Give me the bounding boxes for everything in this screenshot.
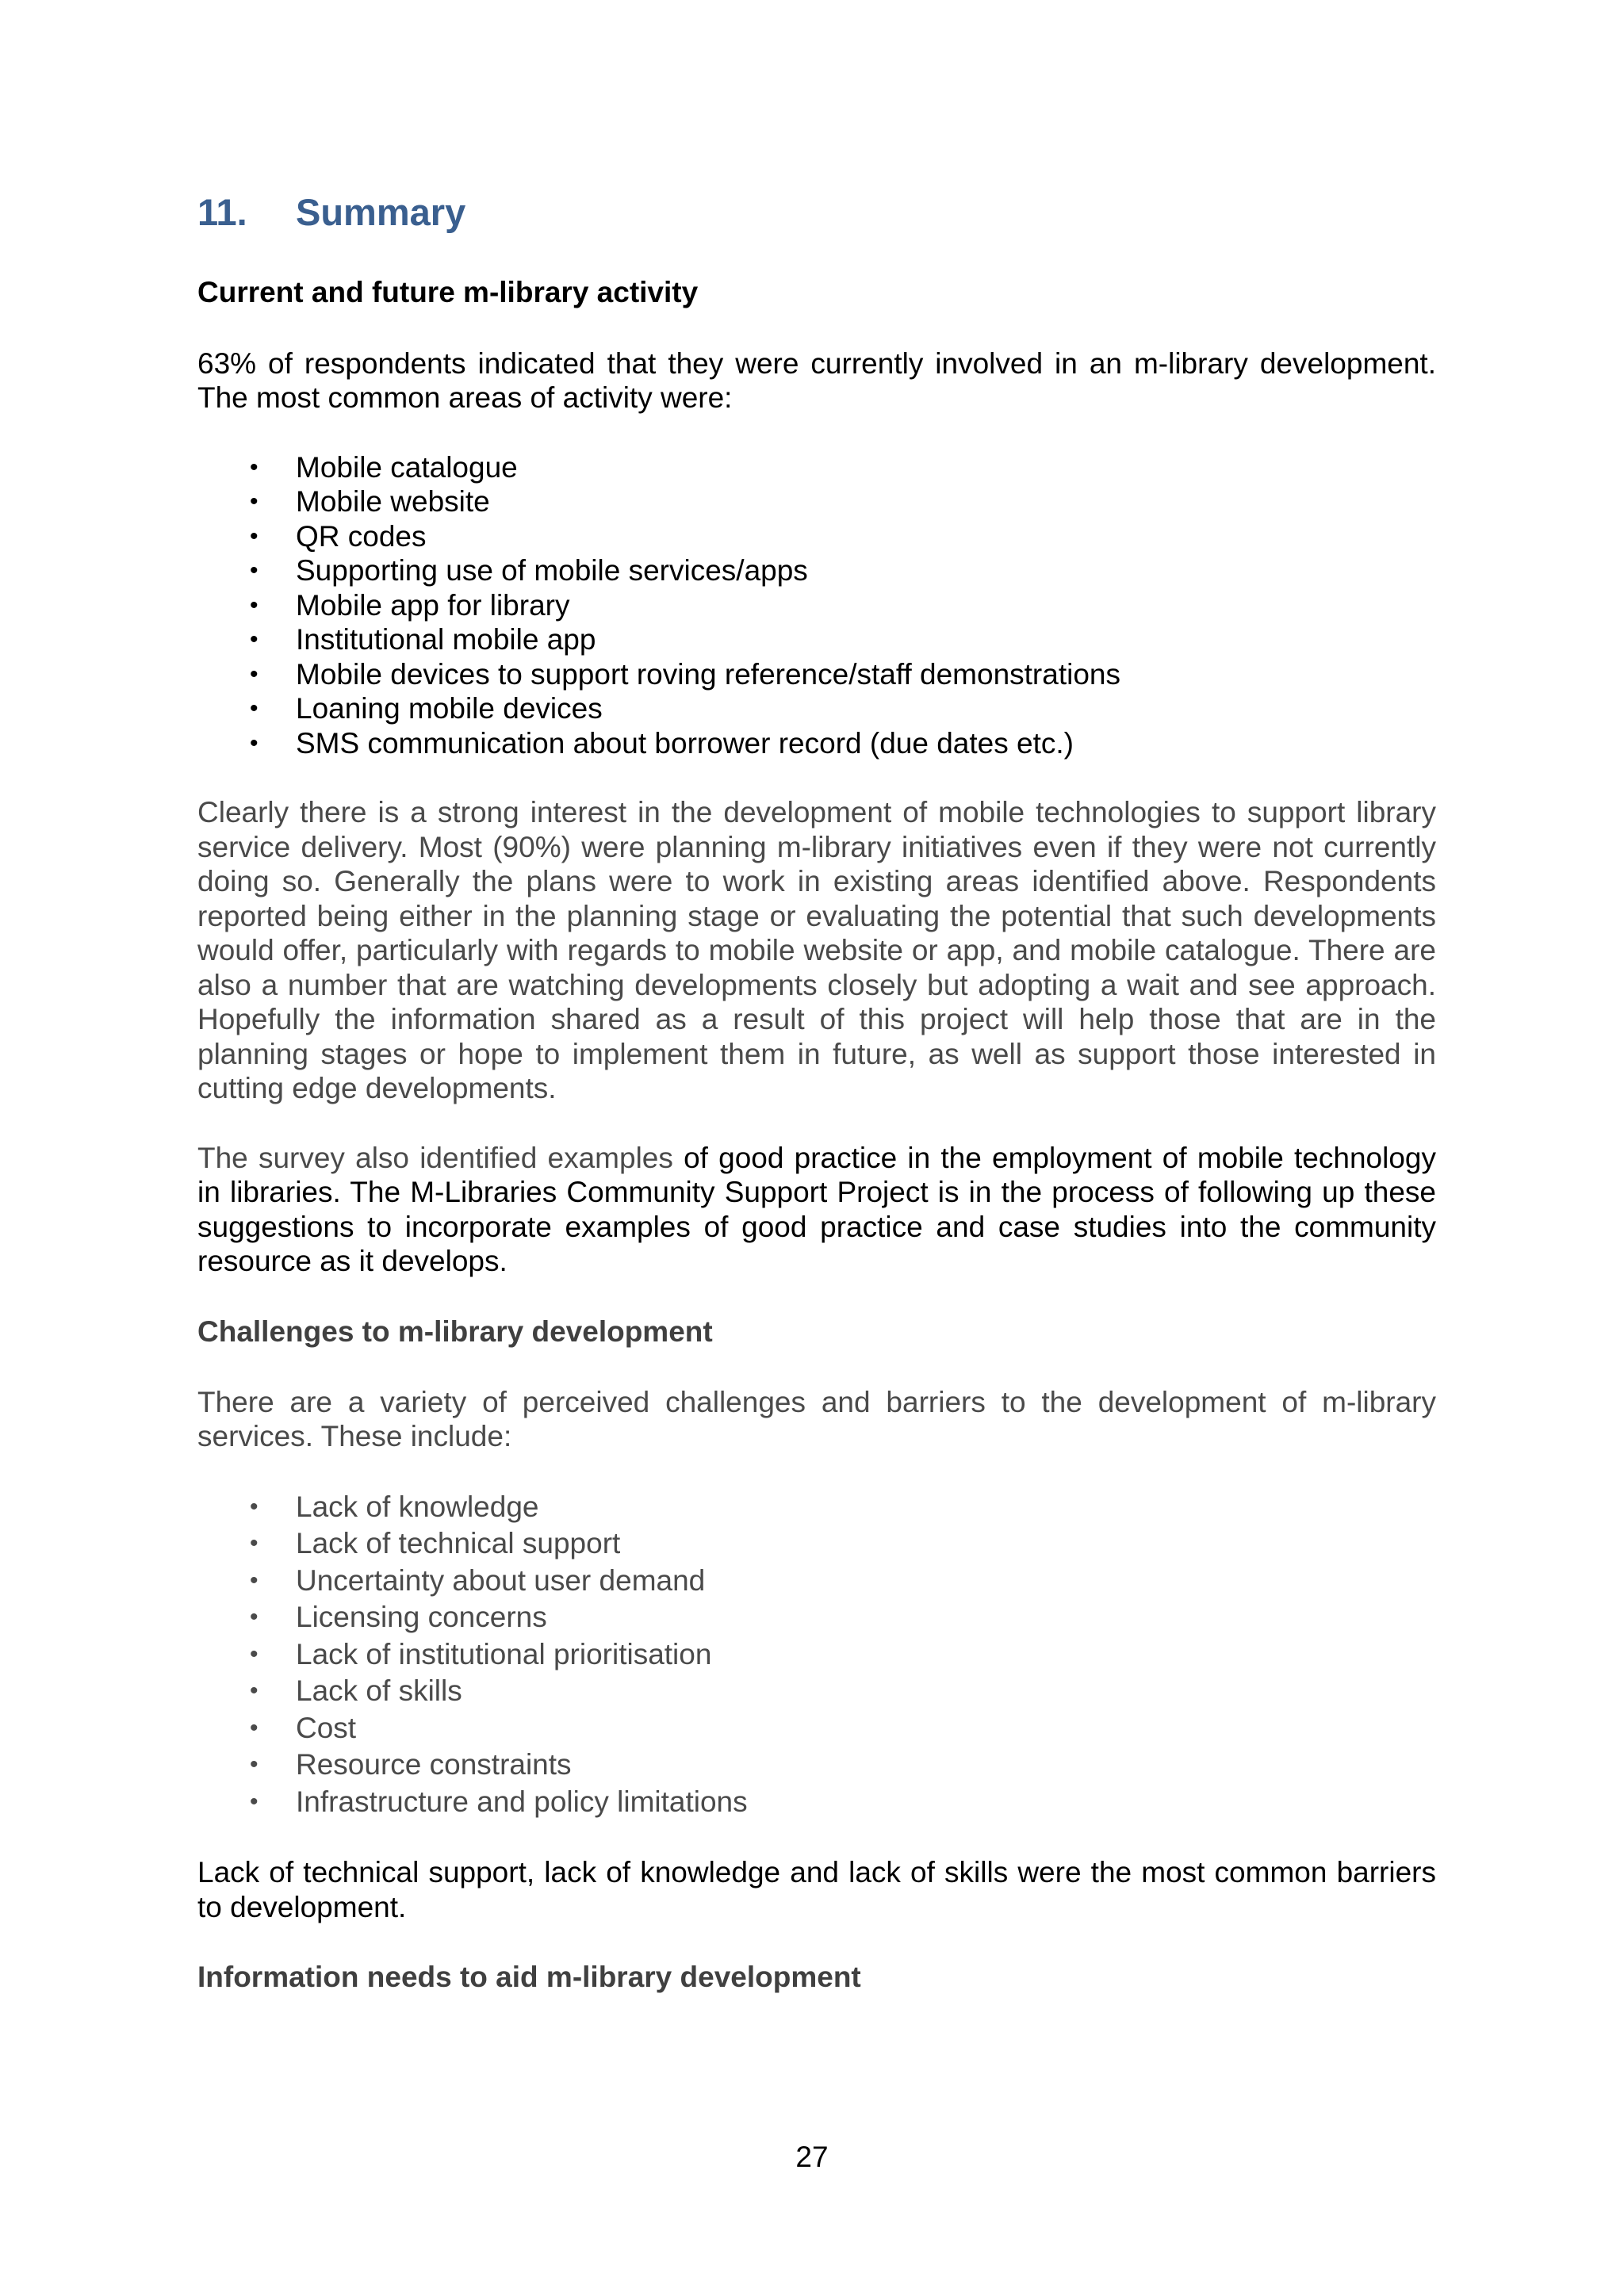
list-item [197, 1599, 1436, 1636]
bullet-icon: • [250, 1751, 259, 1778]
bullet-icon: • [250, 1678, 259, 1705]
list-item-text: Licensing concerns [296, 1601, 547, 1634]
bullet-icon: • [250, 1493, 259, 1520]
list-item-text: Resource constraints [296, 1748, 572, 1781]
list-item [197, 657, 1436, 692]
bullet-icon: • [250, 488, 259, 515]
list-item [197, 726, 1436, 761]
list-item [197, 691, 1436, 726]
section-title: Summary [296, 191, 466, 233]
list-item-text: Mobile app for library [296, 588, 570, 622]
bullet-icon: • [250, 695, 259, 722]
list-item-text: Cost [296, 1711, 357, 1744]
bullet-icon: • [250, 1640, 259, 1667]
list-item-text: SMS communication about borrower record (due dates etc.) [296, 726, 1074, 760]
list-item-text: Supporting use of mobile services/apps [296, 554, 808, 587]
list-item [197, 1747, 1436, 1784]
list-item [197, 1673, 1436, 1710]
bullet-icon: • [250, 1714, 259, 1741]
list-item-text: Infrastructure and policy limitations [296, 1785, 748, 1818]
bullet-icon: • [250, 660, 259, 687]
bullet-icon: • [250, 522, 259, 549]
list-item-text: Lack of technical support [296, 1527, 621, 1560]
list-item [197, 484, 1436, 519]
bullet-icon: • [250, 591, 259, 618]
paragraph-good-practice-lead: The survey also identified examples [197, 1141, 673, 1174]
bullet-icon: • [250, 1604, 259, 1631]
activity-list [197, 450, 1436, 761]
paragraph-strong-interest: Clearly there is a strong interest in the development of mobile technologies to support library service delivery. Most (90%) were planning m-library initiatives even if they were not currently doing so. Generally the plans were to work in existing areas identified above. Respondents reported being either in the planning stage or evaluating the potential that such developments would offer, particularly with regards to mobile website or app, and mobile catalogue. There are also a number that are watching developments closely but adopting a wait and see approach. Hopefully the information shared as a result of this project will help those that are in the planning stages or hope to implement them in future, as well as support those interested in cutting edge developments. [197, 796, 1436, 1105]
bullet-icon: • [250, 453, 259, 480]
list-item-text: Mobile devices to support roving reference/staff demonstrations [296, 657, 1120, 691]
bullet-icon: • [250, 1788, 259, 1815]
bullet-icon: • [250, 729, 259, 756]
paragraph-activity-intro: 63% of respondents indicated that they were currently involved in an m-library development. The most common areas of activity were: [197, 346, 1436, 415]
bullet-icon: • [250, 626, 259, 653]
paragraph-good-practice-rest: of good practice in the employment of mobile technology in libraries. The M-Libraries Community Support Project is in the process of following up these suggestions to incorporate examples of good practice and case studies into the community resource as it develops. [197, 1141, 1436, 1278]
list-item [197, 1784, 1436, 1821]
challenges-list [197, 1489, 1436, 1821]
subheading-current-activity: Current and future m-library activity [197, 276, 699, 309]
list-item [197, 1489, 1436, 1526]
list-item-text: Lack of skills [296, 1674, 462, 1708]
section-number: 11. [197, 191, 247, 233]
list-item [197, 1636, 1436, 1674]
paragraph-good-practice [197, 1141, 1436, 1279]
list-item [197, 553, 1436, 588]
bullet-icon: • [250, 557, 259, 584]
list-item [197, 1710, 1436, 1747]
list-item [197, 519, 1436, 554]
list-item [197, 622, 1436, 657]
bullet-icon: • [250, 1530, 259, 1557]
list-item-text: QR codes [296, 519, 427, 553]
subheading-challenges: Challenges to m-library development [197, 1314, 713, 1348]
list-item [197, 1525, 1436, 1563]
subheading-information-needs: Information needs to aid m-library development [197, 1961, 861, 1994]
list-item-text: Mobile website [296, 485, 490, 519]
page-content [197, 190, 1436, 2031]
list-item-text: Institutional mobile app [296, 623, 596, 656]
list-item-text: Uncertainty about user demand [296, 1563, 706, 1597]
paragraph-barriers-conclusion: Lack of technical support, lack of knowledge and lack of skills were the most common barriers to development. [197, 1856, 1436, 1923]
paragraph-challenges-intro: There are a variety of perceived challenges and barriers to the development of m-library services. These include: [197, 1385, 1436, 1453]
section-heading [197, 190, 1436, 235]
list-item-text: Lack of knowledge [296, 1490, 539, 1523]
list-item-text: Loaning mobile devices [296, 692, 603, 725]
list-item [197, 588, 1436, 623]
list-item [197, 1563, 1436, 1600]
list-item-text: Mobile catalogue [296, 450, 518, 484]
list-item-text: Lack of institutional prioritisation [296, 1637, 712, 1670]
page-number: 27 [795, 2141, 829, 2173]
bullet-icon: • [250, 1567, 259, 1594]
list-item [197, 450, 1436, 485]
